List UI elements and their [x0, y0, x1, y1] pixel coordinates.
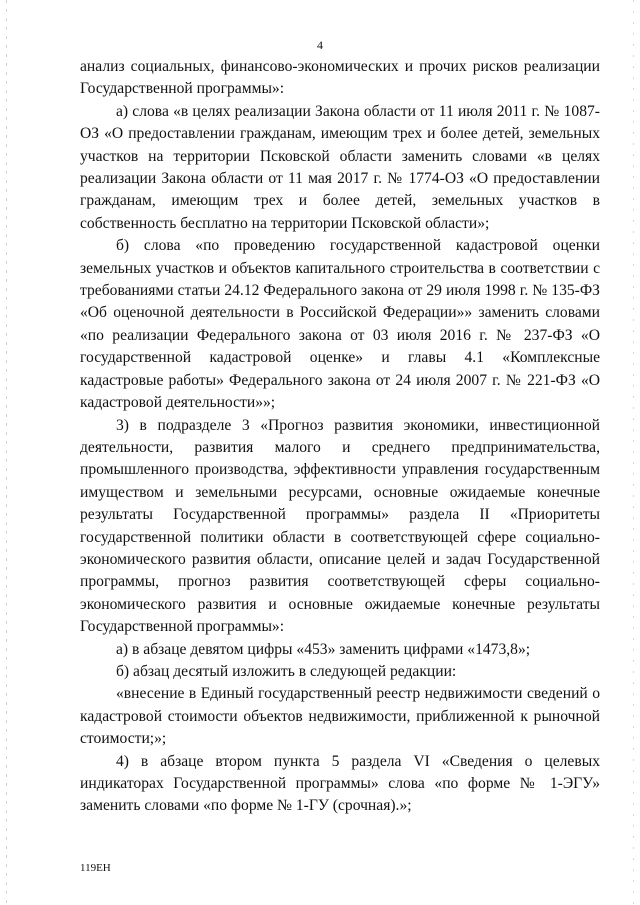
paragraph-3: б) слова «по проведению государственной кадастровой оценки земельных участков и объектов капитального строительства в соответствии с требованиями статьи 24.12 Федерального закона от 29 июля 1998 г. № 135-ФЗ «Об оценочной деятельности в Российской Федерации»» заменить словами «по реализации Федерального закона от 03 июля 2016 г. № 237-ФЗ «О государственной кадастровой оценке» и главы 4.1 «Комплексные кадастровые работы» Федерального закона от 24 июля 2007 г. № 221-ФЗ «О кадастровой деятельности»»;: [80, 237, 600, 412]
paragraph-6: б) абзац десятый изложить в следующей редакции:: [116, 662, 457, 680]
paragraph-1: анализ социальных, финансово-экономических и прочих рисков реализации Государственной программы»:: [80, 58, 600, 98]
paragraph-8: 4) в абзаце втором пункта 5 раздела VI «Сведения о целевых индикаторах Государственной программы» слова «по форме № 1-ЭГУ» заменить словами «по форме № 1-ГУ (срочная).»;: [80, 752, 600, 815]
paragraph-5: а) в абзаце девятом цифры «453» заменить цифрами «1473,8»;: [116, 640, 531, 658]
paragraph-7: «внесение в Единый государственный реестр недвижимости сведений о кадастровой стоимости объектов недвижимости, приближенной к рыночной стоимости;»;: [80, 685, 600, 748]
page-number: 4: [317, 38, 323, 52]
paragraph-4: 3) в подразделе 3 «Прогноз развития экономики, инвестиционной деятельности, развития малого и среднего предпринимательства, промышленного производства, эффективности управления государственным имуществом и земельными ресурсами, основные ожидаемые конечные результаты Государственной программы» раздела II «Приоритеты государственной политики области в соответствующей сфере социально-экономического развития области, описание целей и задач Государственной программы, прогноз развития соответствующей сферы социально-экономического развития и основные ожидаемые конечные результаты Государственной программы»:: [80, 416, 600, 636]
document-body: [80, 56, 600, 818]
scan-edge-right: [633, 0, 634, 905]
footer-code: 119ЕН: [80, 862, 111, 874]
paragraph-2: а) слова «в целях реализации Закона области от 11 июля 2011 г. № 1087-ОЗ «О предоставлении гражданам, имеющим трех и более детей, земельных участков на территории Псковской области заменить словами «в целях реализации Закона области от 11 мая 2017 г. № 1774-ОЗ «О предоставлении гражданам, имеющим трех и более детей, земельных участков в собственность бесплатно на территории Псковской области»;: [80, 102, 600, 232]
scan-edge-left: [6, 0, 7, 905]
